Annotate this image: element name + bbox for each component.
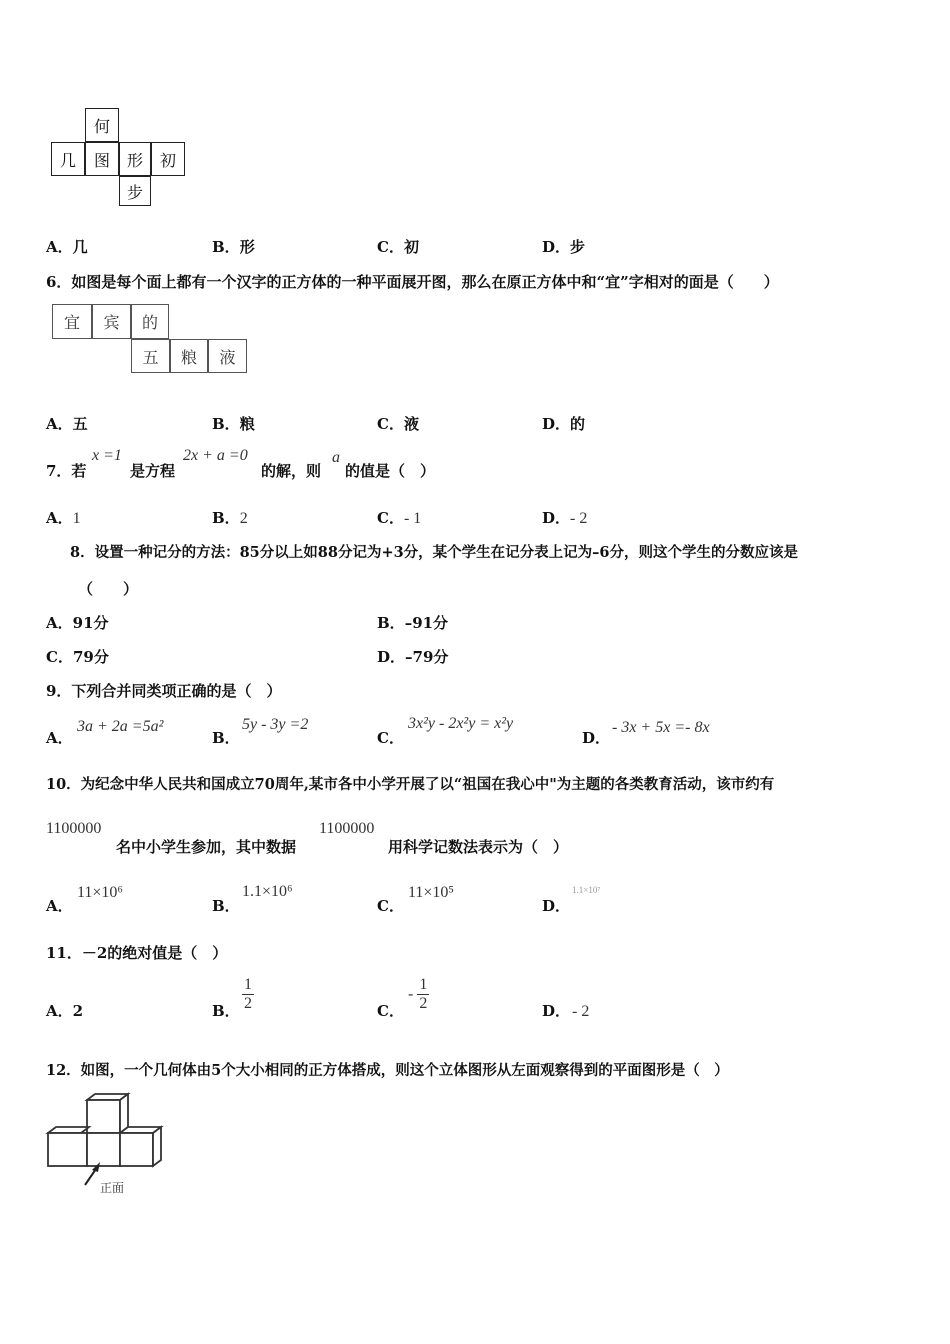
net-cell: 粮 (170, 339, 208, 373)
option-b-math[interactable]: 1.1×10⁶ (242, 883, 293, 900)
option-d-label[interactable]: D． (542, 897, 571, 915)
question-10-line1: 10．为纪念中华人民共和国成立70周年,某市各中小学开展了以“祖国在我心中"为主题的各类教育活动，该市约有 (46, 776, 775, 793)
option-b-label[interactable]: B． (212, 729, 240, 747)
option-a[interactable]: A．2 (46, 1002, 84, 1020)
option-a-label[interactable]: A． (46, 897, 73, 915)
option-d[interactable]: D．步 (542, 238, 586, 256)
option-c-label[interactable]: C． (377, 897, 404, 915)
question-6-text: 6．如图是每个面上都有一个汉字的正方体的一种平面展开图，那么在原正方体中和“宜”字相对的面是（ ） (46, 273, 779, 291)
option-b[interactable]: B．2 (212, 509, 248, 527)
option-a-math[interactable]: 11×10⁶ (77, 884, 124, 901)
number-1100000: 1100000 (319, 820, 375, 837)
question-12-text: 12．如图，一个几何体由5个大小相同的正方体搭成，则这个立体图形从左面观察得到的平面图形是（ ） (46, 1062, 729, 1079)
question-9-text: 9．下列合并同类项正确的是（ ） (46, 682, 282, 700)
net-cell: 宜 (52, 304, 92, 339)
net-cell: 形 (119, 142, 151, 176)
question-7-mid: 是方程 (130, 462, 176, 480)
option-a[interactable]: A．1 (46, 509, 81, 527)
option-c-math[interactable]: 11×10⁵ (408, 884, 455, 901)
option-d-label[interactable]: D． (582, 729, 611, 747)
option-d-math[interactable]: - 2 (572, 1003, 590, 1020)
cube-stack-figure (40, 1090, 170, 1200)
option-c[interactable]: C．79分 (46, 648, 109, 666)
question-7-suffix: 的值是（ ） (345, 462, 436, 480)
option-a-math[interactable]: 3a + 2a =5a² (77, 718, 164, 735)
option-b[interactable]: B．形 (212, 238, 255, 256)
equation-x: x =1 (92, 447, 122, 464)
option-a[interactable]: A．几 (46, 238, 88, 256)
number-1100000: 1100000 (46, 820, 102, 837)
net-cell: 液 (208, 339, 247, 373)
question-10-mid: 名中小学生参加，其中数据 (116, 838, 297, 856)
question-10-suffix: 用科学记数法表示为（ ） (388, 838, 569, 856)
net-cell: 几 (51, 142, 85, 176)
option-b-math[interactable]: 5y - 3y =2 (242, 716, 309, 733)
option-c[interactable]: C．初 (377, 238, 419, 256)
option-d-math[interactable]: 1.1×10⁷ (572, 885, 601, 895)
option-a-label[interactable]: A． (46, 729, 73, 747)
option-d[interactable]: D．的 (542, 415, 586, 433)
option-c-fraction[interactable]: - $\frac{1}{2}$ (408, 976, 428, 1012)
option-d[interactable]: D．- 2 (542, 509, 588, 527)
variable-a: a (332, 449, 340, 466)
front-label: 正面 (100, 1181, 125, 1195)
question-7-prefix: 7．若 (46, 462, 87, 480)
net-cell: 五 (131, 339, 170, 373)
question-7-mid2: 的解，则 (261, 462, 322, 480)
net-cell: 何 (85, 108, 119, 142)
net-cell: 的 (131, 304, 169, 339)
option-d[interactable]: D．–79分 (377, 648, 449, 666)
option-d-math[interactable]: - 3x + 5x =- 8x (612, 719, 710, 736)
equation-main: 2x + a =0 (183, 447, 248, 464)
question-8-text: 8．设置一种记分的方法：85分以上如88分记为+3分，某个学生在记分表上记为–6分，则这个学生的分数应该是 (70, 544, 799, 561)
net-cell: 步 (119, 176, 151, 206)
net-cell: 初 (151, 142, 185, 176)
question-11-text: 11．－2的绝对值是（ ） (46, 944, 228, 962)
option-b[interactable]: B．粮 (212, 415, 255, 433)
option-c[interactable]: C．液 (377, 415, 419, 433)
option-b-label[interactable]: B． (212, 1002, 240, 1020)
question-8-paren: （ ） (78, 580, 139, 598)
option-a[interactable]: A．91分 (46, 614, 109, 632)
option-c[interactable]: C．- 1 (377, 509, 422, 527)
option-d-label[interactable]: D． (542, 1002, 571, 1020)
option-b-label[interactable]: B． (212, 897, 240, 915)
net-cell: 图 (85, 142, 119, 176)
option-a[interactable]: A．五 (46, 415, 88, 433)
option-c-math[interactable]: 3x²y - 2x²y = x²y (408, 715, 514, 732)
option-c-label[interactable]: C． (377, 1002, 404, 1020)
net-cell: 宾 (92, 304, 131, 339)
option-b-fraction[interactable]: $\frac{1}{2}$ (244, 976, 252, 1012)
option-b[interactable]: B．–91分 (377, 614, 449, 632)
option-c-label[interactable]: C． (377, 729, 404, 747)
